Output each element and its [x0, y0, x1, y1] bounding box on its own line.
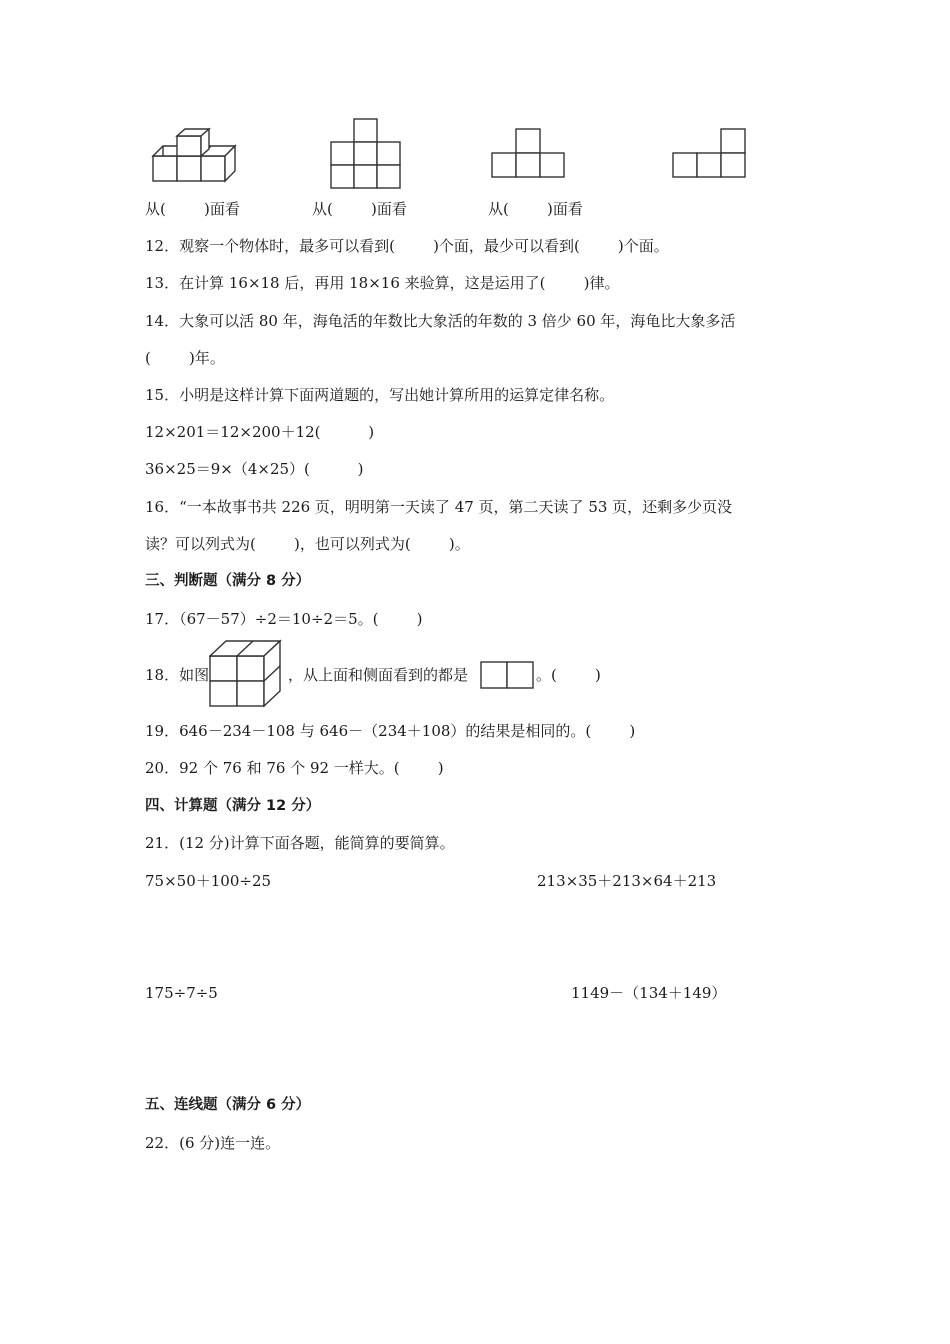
question-17: 17．（67－57）÷2＝10÷2＝5。( ) [145, 610, 423, 628]
view-label-3: 从( )面看 [488, 200, 583, 218]
calc-4: 1149－（134＋149） [571, 984, 727, 1002]
question-14-line-1: 14．大象可以活 80 年，海龟活的年数比大象活的年数的 3 倍少 60 年，海龟比大象多活 [145, 312, 736, 330]
question-18-prefix: 18．如图 [145, 666, 210, 684]
question-12: 12．观察一个物体时，最多可以看到( )个面，最少可以看到( )个面。 [145, 237, 669, 255]
view-figure-3 [491, 128, 567, 180]
section-3-heading: 三、判断题（满分 8 分） [145, 573, 311, 589]
question-20: 20．92 个 76 和 76 个 92 一样大。( ) [145, 759, 444, 777]
view-label-1: 从( )面看 [145, 200, 240, 218]
view-label-2: 从( )面看 [312, 200, 407, 218]
two-square-view-figure [480, 661, 536, 689]
question-13: 13．在计算 16×18 后，再用 18×16 来验算，这是运用了( )律。 [145, 274, 620, 292]
view-figure-2 [330, 118, 404, 190]
question-15: 15．小明是这样计算下面两道题的，写出她计算所用的运算定律名称。 [145, 386, 615, 404]
question-14-line-2: ( )年。 [145, 349, 225, 367]
view-figure-4 [672, 128, 750, 180]
question-18-middle: ，从上面和侧面看到的都是 [288, 666, 469, 684]
section-4-heading: 四、计算题（满分 12 分） [145, 798, 321, 814]
question-16-line-2: 读？可以列式为( )，也可以列式为( )。 [145, 535, 470, 553]
question-19: 19．646－234－108 与 646－（234＋108）的结果是相同的。( ) [145, 722, 636, 740]
cube-stack-figure [150, 126, 245, 186]
calc-2: 213×35＋213×64＋213 [537, 872, 717, 890]
question-21: 21．(12 分)计算下面各题，能简算的要简算。 [145, 834, 455, 852]
question-18-suffix: 。( ) [536, 666, 601, 684]
question-22: 22．(6 分)连一连。 [145, 1134, 281, 1152]
question-15-a: 12×201＝12×200＋12( ) [145, 423, 375, 441]
calc-3: 175÷7÷5 [145, 984, 218, 1002]
cube-block-figure [209, 639, 283, 709]
question-15-b: 36×25＝9×（4×25）( ) [145, 460, 364, 478]
calc-1: 75×50＋100÷25 [145, 872, 272, 890]
section-5-heading: 五、连线题（满分 6 分） [145, 1097, 311, 1113]
question-16-line-1: 16．“一本故事书共 226 页，明明第一天读了 47 页，第二天读了 53 页，还剩多少页没 [145, 498, 733, 516]
